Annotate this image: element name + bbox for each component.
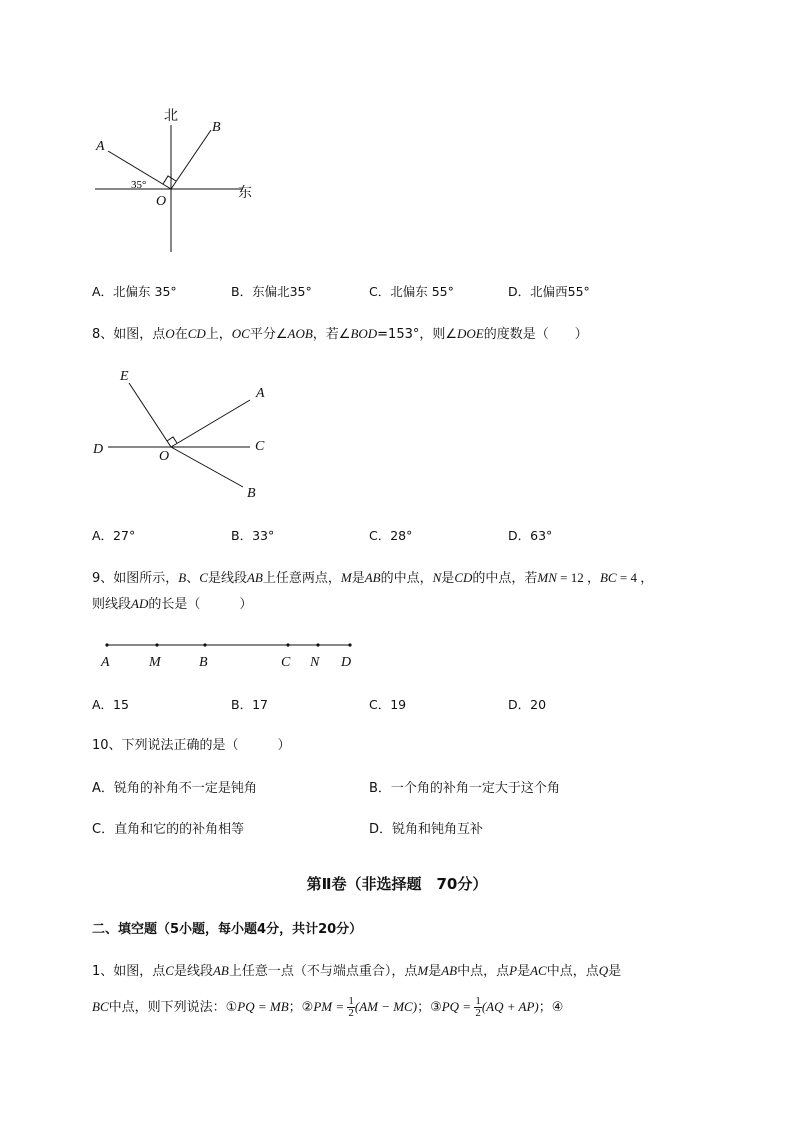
q8-label-a: A	[256, 386, 265, 401]
q8-label-e: E	[120, 369, 129, 384]
q9-text-part: 的长是（ ）	[148, 597, 253, 612]
q9-point-m	[155, 643, 158, 646]
fill1-line1	[92, 963, 621, 980]
q8-var: AOB	[287, 326, 313, 341]
fraction-denominator: 2	[348, 1007, 354, 1019]
q8-var: CD	[187, 326, 206, 341]
q9-text-part: 上任意两点，	[262, 571, 341, 586]
q7-option-b[interactable]: B．东偏北35°	[231, 284, 312, 299]
fill1-text-part: 中点，点	[546, 964, 599, 979]
q8-option-d[interactable]: D．63°	[508, 528, 553, 543]
q8-option-a[interactable]: A．27°	[92, 528, 136, 543]
fill1-text-part: 中点，点	[457, 964, 510, 979]
fill1-line2	[92, 996, 563, 1019]
q10-option-a[interactable]: A．锐角的补角不一定是钝角	[92, 781, 257, 796]
q9-option-a[interactable]: A．15	[92, 697, 129, 712]
fill1-fraction-half	[474, 996, 482, 1019]
q8-var: BOD	[350, 326, 378, 341]
fill1-var: Q	[598, 963, 609, 978]
q8-label-b: B	[247, 486, 256, 501]
fill1-text-part: 是	[517, 964, 531, 979]
q9-var: CD	[454, 570, 473, 585]
q8-var: DOE	[457, 326, 484, 341]
q8-ray-oa	[171, 400, 250, 447]
q8-text-part: 的度数是（ ）	[483, 327, 588, 342]
q8-text-part: 如图，点	[113, 327, 166, 342]
q7-option-a[interactable]: A．北偏东 35°	[92, 284, 177, 299]
q9-var: C	[199, 570, 208, 585]
q9-text-part: 是	[441, 571, 455, 586]
q9-label-b: B	[199, 655, 208, 670]
q8-text-part: 在	[174, 327, 188, 342]
part2-title: 第Ⅱ卷（非选择题 70分）	[306, 875, 488, 893]
q9-point-a	[105, 643, 108, 646]
fill1-var: M	[417, 963, 429, 978]
q7-right-angle-mark	[163, 176, 176, 184]
q8-text-part: ，若∠	[312, 327, 351, 342]
q8-ray-oe	[129, 383, 171, 447]
q9-option-b[interactable]: B．17	[231, 697, 268, 712]
fill1-var: AB	[441, 963, 458, 978]
fill1-text-part: 是	[428, 964, 442, 979]
q8-text-part: 上，	[205, 327, 232, 342]
q7-label-a: A	[96, 139, 105, 154]
q10-option-c[interactable]: C．直角和它的的补角相等	[92, 822, 245, 837]
fill1-var: P	[509, 963, 518, 978]
q9-var: AB	[246, 570, 263, 585]
q9-label-c: C	[281, 655, 291, 670]
q9-var: B	[178, 570, 187, 585]
q8-text-part: =153°，则∠	[377, 327, 458, 342]
fill1-text-part: ；③	[417, 1000, 442, 1015]
q9-var: M	[340, 570, 352, 585]
q7-label-b: B	[212, 120, 221, 135]
fill1-text-part: 是线段	[173, 964, 213, 979]
q8-option-b[interactable]: B．33°	[231, 528, 275, 543]
q10-option-d[interactable]: D．锐角和钝角互补	[369, 822, 484, 837]
q8-var: O	[165, 326, 175, 341]
q10-option-b[interactable]: B．一个角的补角一定大于这个角	[369, 781, 560, 796]
q9-var: AB	[364, 570, 381, 585]
fill1-expr: (AM − MC)	[354, 999, 418, 1014]
fill1-expr: PQ =	[441, 999, 475, 1014]
q9-text-part: 的中点，若	[472, 571, 538, 586]
q7-option-c[interactable]: C．北偏东 55°	[369, 284, 454, 299]
q9-text-part: 如图所示，	[113, 571, 179, 586]
q9-question-line2	[92, 596, 252, 613]
q7-label-east: 东	[238, 185, 252, 201]
q9-label-a: A	[101, 655, 110, 670]
fraction-denominator: 2	[475, 1007, 481, 1019]
q8-option-c[interactable]: C．28°	[369, 528, 413, 543]
fill1-text-part: ；④	[538, 1000, 564, 1015]
q10-question-text: 10、下列说法正确的是（ ）	[92, 738, 291, 753]
fill1-text-part: 是	[608, 964, 622, 979]
q8-angle-figure	[85, 360, 285, 510]
q9-label-d: D	[341, 655, 352, 670]
fill1-expr: (AQ + AP)	[481, 999, 539, 1014]
q9-text-part: 则线段	[92, 597, 132, 612]
fraction-numerator: 1	[348, 995, 354, 1007]
fill1-text-part: 上任意一点（不与端点重合），点	[228, 964, 418, 979]
q9-var: MN	[537, 570, 557, 585]
fill1-fraction-half	[347, 996, 355, 1019]
q7-label-angle: 35°	[131, 179, 147, 191]
q8-label-o: O	[159, 449, 170, 464]
q9-question-line1	[92, 570, 653, 587]
q9-option-d[interactable]: D．20	[508, 697, 547, 712]
fill1-text-part: 1、如图，点	[92, 964, 166, 979]
q7-label-north: 北	[164, 108, 178, 124]
q8-ray-ob	[171, 447, 243, 487]
q9-label-m: M	[149, 655, 161, 670]
q9-text-part: = 12 ，	[556, 570, 600, 585]
q7-ray-ob	[171, 130, 211, 189]
q9-text-part: 的中点，	[380, 571, 433, 586]
q9-segment-figure	[95, 635, 365, 675]
q9-text-part: 是	[351, 571, 365, 586]
q9-point-n	[316, 643, 319, 646]
q7-option-d[interactable]: D．北偏西55°	[508, 284, 590, 299]
q9-var: N	[432, 570, 442, 585]
q9-label-n: N	[310, 655, 320, 670]
q7-compass-figure	[85, 100, 275, 260]
fill1-text-part: 中点，则下列说法：①	[108, 1000, 238, 1015]
q9-number: 9、	[92, 571, 114, 586]
q9-option-c[interactable]: C．19	[369, 697, 407, 712]
q9-text-part: 是线段	[207, 571, 247, 586]
q8-var: OC	[231, 326, 250, 341]
q9-text-part: 、	[186, 571, 200, 586]
q9-point-c	[286, 643, 289, 646]
q8-number: 8、	[92, 327, 114, 342]
q8-label-d: D	[93, 442, 104, 457]
q9-var: BC	[599, 570, 617, 585]
q9-var: AD	[131, 596, 149, 611]
fill1-var: C	[165, 963, 174, 978]
q8-question-text	[92, 326, 588, 343]
fill1-var: AC	[530, 963, 547, 978]
fill1-var: BC	[92, 999, 109, 1014]
q8-text-part: 平分∠	[249, 327, 288, 342]
q7-label-o: O	[156, 194, 167, 209]
section2-heading: 二、填空题（5小题，每小题4分，共计20分）	[92, 922, 363, 937]
fill1-var: AB	[212, 963, 229, 978]
q9-text-part: = 4 ，	[616, 570, 654, 585]
q8-label-c: C	[255, 439, 265, 454]
q9-point-d	[348, 643, 351, 646]
fraction-numerator: 1	[475, 995, 481, 1007]
fill1-text-part: ；②	[288, 1000, 314, 1015]
fill1-expr: PM =	[313, 999, 348, 1014]
q8-right-angle-mark	[167, 437, 177, 443]
fill1-expr: PQ = MB	[237, 999, 289, 1014]
q9-point-b	[203, 643, 206, 646]
